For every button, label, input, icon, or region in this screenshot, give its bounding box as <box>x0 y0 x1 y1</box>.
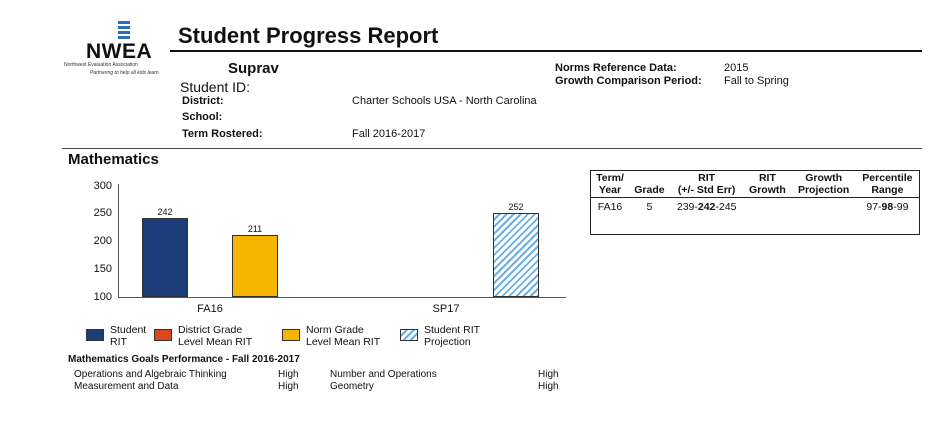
bar-norm-mean-rit-fa16 <box>232 235 278 297</box>
col-header-percentile: Percentile Range <box>856 171 920 198</box>
norms-value: 2015 <box>724 62 749 74</box>
cell-growth-projection <box>791 198 855 217</box>
rit-summary-table <box>590 170 920 235</box>
legend-swatch-projection <box>400 329 418 341</box>
x-axis <box>118 297 566 298</box>
legend-projection: Student RIT Projection <box>424 324 481 348</box>
table-row <box>591 198 920 217</box>
district-value: Charter Schools USA - North Carolina <box>352 95 537 107</box>
district-label: District: <box>182 95 224 107</box>
x-category-label: FA16 <box>197 303 223 315</box>
goal-level: High <box>538 381 559 392</box>
logo-tagline: Partnering to help all kids learn <box>90 70 159 76</box>
legend-swatch-norm-mean <box>282 329 300 341</box>
goals-title: Mathematics Goals Performance - Fall 2016-2017 <box>68 354 300 365</box>
legend-student-rit: Student RIT <box>110 324 147 348</box>
col-header-rit: RIT (+/- Std Err) <box>670 171 744 198</box>
report-title: Student Progress Report <box>178 23 439 48</box>
legend-norm-mean: Norm Grade Level Mean RIT <box>306 324 381 348</box>
cell-grade: 5 <box>646 201 653 213</box>
y-axis <box>118 184 119 298</box>
norms-label: Norms Reference Data: <box>555 62 677 74</box>
goal-level: High <box>278 381 299 392</box>
bar-rit-projection-sp17 <box>493 213 539 297</box>
y-tick-label: 300 <box>93 180 112 192</box>
col-header-rit-growth: RIT Growth <box>743 171 791 198</box>
cell-percentile: 97-98-99 <box>866 201 909 213</box>
x-category-label: SP17 <box>432 303 460 315</box>
goal-level: High <box>538 369 559 380</box>
y-tick-label: 150 <box>93 263 112 275</box>
goal-name: Operations and Algebraic Thinking <box>74 369 227 380</box>
legend-swatch-student-rit <box>86 329 104 341</box>
legend-swatch-district-mean <box>154 329 172 341</box>
y-tick-label: 100 <box>93 291 112 303</box>
col-header-term: Term/ Year <box>591 171 630 198</box>
data-label-projection: 252 <box>508 201 524 212</box>
logo-org-name: Northwest Evaluation Association <box>64 62 138 68</box>
logo-wordmark: NWEA <box>86 40 153 63</box>
term-rostered-label: Term Rostered: <box>182 128 263 140</box>
section-divider <box>62 148 922 149</box>
section-title: Mathematics <box>68 151 159 168</box>
term-rostered-value: Fall 2016-2017 <box>352 128 426 140</box>
legend-district-mean: District Grade Level Mean RIT <box>178 324 253 348</box>
data-label-student-rit: 242 <box>157 207 173 218</box>
col-header-grade: Grade <box>629 171 670 198</box>
y-tick-label: 200 <box>93 235 112 247</box>
y-tick-label: 250 <box>93 207 112 219</box>
student-name: Suprav <box>228 60 279 77</box>
cell-rit-growth <box>743 198 791 217</box>
bar-student-rit-fa16 <box>142 218 188 297</box>
cell-term: FA16 <box>597 201 623 213</box>
data-label-norm-rit: 211 <box>247 224 263 235</box>
growth-period-value: Fall to Spring <box>724 75 789 87</box>
cell-rit: 239-242-245 <box>676 201 737 213</box>
school-label: School: <box>182 111 223 123</box>
growth-period-label: Growth Comparison Period: <box>555 75 702 87</box>
table-header-row <box>591 171 920 198</box>
goal-name: Geometry <box>330 381 374 392</box>
goal-name: Measurement and Data <box>74 381 179 392</box>
title-divider <box>170 50 922 52</box>
col-header-growth-projection: Growth Projection <box>791 171 855 198</box>
goal-name: Number and Operations <box>330 369 437 380</box>
goal-level: High <box>278 369 299 380</box>
student-id-label: Student ID: <box>180 79 251 95</box>
